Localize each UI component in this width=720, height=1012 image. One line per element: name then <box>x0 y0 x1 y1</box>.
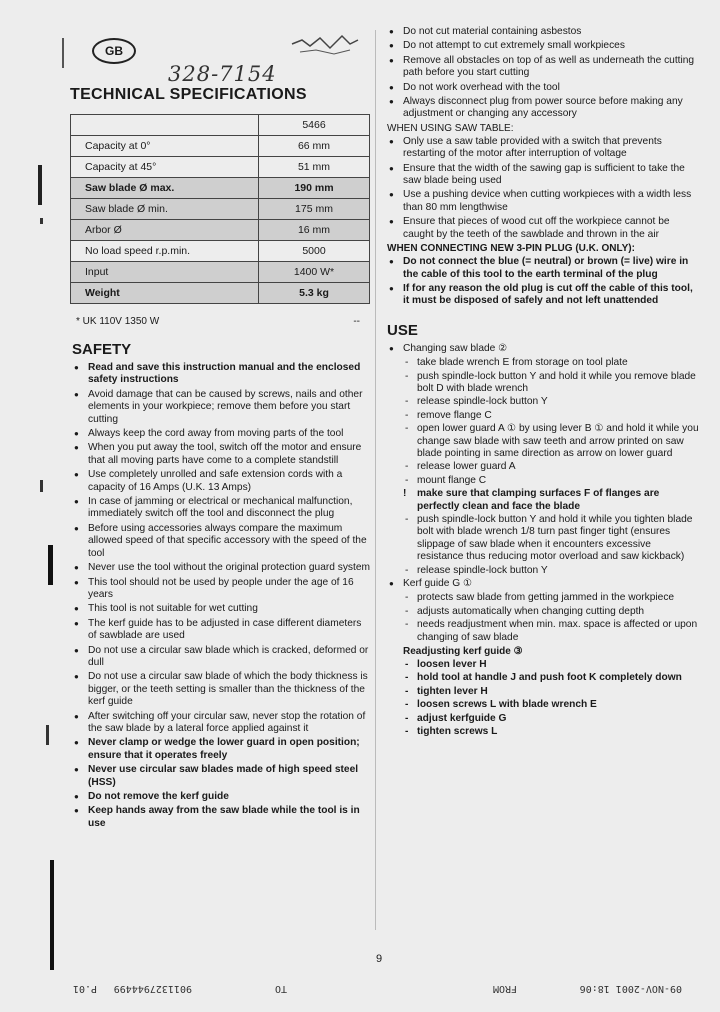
safety-title: SAFETY <box>72 341 132 358</box>
step-item: - protects saw blade from getting jammed in the workpiece <box>385 592 700 604</box>
handwritten-part-number: 328-7154 <box>168 62 277 86</box>
country-badge: GB <box>92 38 136 64</box>
list-item: ● Do not remove the kerf guide <box>70 791 370 803</box>
list-item: ● If for any reason the old plug is cut off the cable of this tool, it must be disposed of safely and not left unattended <box>385 283 700 308</box>
spec-footnote: * UK 110V 1350 W -- <box>76 316 360 327</box>
step-item: - needs readjustment when min. max. space is affected or upon changing of saw blade <box>385 619 700 644</box>
list-item: ● The kerf guide has to be adjusted in case different diameters of sawblade are used <box>70 618 370 643</box>
readjusting-heading: Readjusting kerf guide ③ <box>403 646 523 658</box>
step-item: - release lower guard A <box>385 461 700 473</box>
plug-list <box>385 256 700 308</box>
list-item: ● Do not connect the blue (= neutral) or brown (= live) wire in the cable of this tool to the earth terminal of the plug <box>385 256 700 281</box>
list-item: ● Never use circular saw blades made of high speed steel (HSS) <box>70 764 370 789</box>
column-divider <box>375 30 376 930</box>
list-item: ● Do not use a circular saw blade of which the body thickness is bigger, or the teeth setting is smaller than the thickness of the kerf guide <box>70 671 370 708</box>
list-item: ● Remove all obstacles on top of as well as underneath the cutting path before you start cutting <box>385 55 700 80</box>
list-item: ● Use completely unrolled and safe extension cords with a capacity of 16 Amps (U.K. 13 Amps) <box>70 469 370 494</box>
list-item: ● Never use the tool without the original protection guard system <box>70 562 370 574</box>
list-item: ● When you put away the tool, switch off the motor and ensure that all moving parts have come to a complete standstill <box>70 442 370 467</box>
step-item: - release spindle-lock button Y <box>385 565 700 577</box>
list-item: ● Never clamp or wedge the lower guard in open position; ensure that it operates freely <box>70 737 370 762</box>
step-item: - remove flange C <box>385 410 700 422</box>
right-column <box>385 26 700 740</box>
list-item: ● Changing saw blade ② <box>385 343 700 355</box>
general-safety-list <box>385 26 700 121</box>
list-item: ● Kerf guide G ① <box>385 578 700 590</box>
step-item: - mount flange C <box>385 475 700 487</box>
step-item: - open lower guard A ① by using lever B ① and hold it while you change saw blade with saw teeth and arrow printed on saw blade pointing in same direction as arrow on lower guard <box>385 423 700 460</box>
list-item: ● Keep hands away from the saw blade while the tool is in use <box>70 805 370 830</box>
list-item: ● Do not attempt to cut extremely small workpieces <box>385 40 700 52</box>
fax-header-line <box>62 980 682 994</box>
list-item: ● Do not cut material containing asbestos <box>385 26 700 38</box>
spec-table <box>70 114 370 304</box>
use-list <box>385 343 700 355</box>
fax-to: TO <box>274 983 287 994</box>
list-item: ● In case of jamming or electrical or mechanical malfunction, immediately switch off the tool and disconnect the plug <box>70 496 370 521</box>
spec-row: Saw blade Ø max. 190 mm <box>71 178 370 199</box>
list-item: ● Always disconnect plug from power source before making any adjustment or changing any accessory <box>385 96 700 121</box>
fax-date-time: 09-NOV-2001 18:06 <box>579 983 682 994</box>
list-item: ● After switching off your circular saw, never stop the rotation of the saw blade by a lateral force applied against it <box>70 711 370 736</box>
use-title: USE <box>387 321 418 339</box>
saw-table-list <box>385 136 700 241</box>
list-item: ● Ensure that pieces of wood cut off the workpiece cannot be caught by the teeth of the sawblade and thrown in the air <box>385 216 700 241</box>
list-item: ● This tool is not suitable for wet cutting <box>70 603 370 615</box>
step-item: - hold tool at handle J and push foot K completely down <box>385 672 700 684</box>
list-item: ● Before using accessories always compare the maximum allowed speed of that specific accessory with the speed of the tool <box>70 523 370 560</box>
spec-row: No load speed r.p.min. 5000 <box>71 241 370 262</box>
spec-row: Capacity at 0° 66 mm <box>71 136 370 157</box>
list-item: ● Ensure that the width of the sawing gap is sufficient to take the saw blade being used <box>385 163 700 188</box>
fax-from: FROM <box>492 983 517 994</box>
plug-heading: WHEN CONNECTING NEW 3-PIN PLUG (U.K. ONLY): <box>387 243 635 255</box>
scribble-mark <box>290 30 360 56</box>
step-item: - push spindle-lock button Y and hold it while you remove blade bolt D with blade wrench <box>385 371 700 396</box>
step-item: - take blade wrench E from storage on tool plate <box>385 357 700 369</box>
list-item: ● Avoid damage that can be caused by screws, nails and other elements in your workpiece; remove them before you start cutting <box>70 389 370 426</box>
margin-binding-marks <box>0 0 70 1012</box>
spec-row: Input 1400 W* <box>71 262 370 283</box>
spec-row: Capacity at 45° 51 mm <box>71 157 370 178</box>
list-item: ● Do not work overhead with the tool <box>385 82 700 94</box>
spec-row: Saw blade Ø min. 175 mm <box>71 199 370 220</box>
changing-steps <box>385 357 700 577</box>
kerf-list <box>385 578 700 590</box>
step-item: - adjust kerfguide G <box>385 713 700 725</box>
fax-page: P.01 <box>72 983 97 994</box>
spec-model: 5466 <box>259 115 370 136</box>
spec-title: TECHNICAL SPECIFICATIONS <box>70 86 307 103</box>
kerf-steps <box>385 592 700 644</box>
warning-item: ! make sure that clamping surfaces F of flanges are perfectly clean and face the blade <box>385 488 700 513</box>
list-item: ● Always keep the cord away from moving parts of the tool <box>70 428 370 440</box>
saw-table-heading: WHEN USING SAW TABLE: <box>387 122 514 134</box>
fax-number: 9011327944499 <box>113 983 192 994</box>
step-item: - loosen lever H <box>385 659 700 671</box>
readjusting-steps <box>385 659 700 738</box>
step-item: - release spindle-lock button Y <box>385 396 700 408</box>
list-item: ● Do not use a circular saw blade which is cracked, deformed or dull <box>70 645 370 670</box>
spec-row: Weight 5.3 kg <box>71 283 370 304</box>
left-column <box>70 86 370 832</box>
list-item: ● This tool should not be used by people under the age of 16 years <box>70 577 370 602</box>
list-item: ● Use a pushing device when cutting workpieces with a width less than 80 mm lengthwise <box>385 189 700 214</box>
list-item: ● Only use a saw table provided with a switch that prevents restarting of the motor after interruption of voltage <box>385 136 700 161</box>
step-item: - tighten lever H <box>385 686 700 698</box>
spec-row: Arbor Ø 16 mm <box>71 220 370 241</box>
step-item: - loosen screws L with blade wrench E <box>385 699 700 711</box>
step-item: - adjusts automatically when changing cutting depth <box>385 606 700 618</box>
safety-list <box>70 362 370 830</box>
list-item: ● Read and save this instruction manual and the enclosed safety instructions <box>70 362 370 387</box>
page-number: 9 <box>376 953 383 965</box>
step-item: - push spindle-lock button Y and hold it while you tighten blade bolt with blade wrench 1/8 turn past finger tight (ensures slippage of saw blade when it encounters excessive resistance thus reducing motor overload and saw kickback) <box>385 514 700 564</box>
step-item: - tighten screws L <box>385 726 700 738</box>
spec-header-row <box>71 115 370 136</box>
